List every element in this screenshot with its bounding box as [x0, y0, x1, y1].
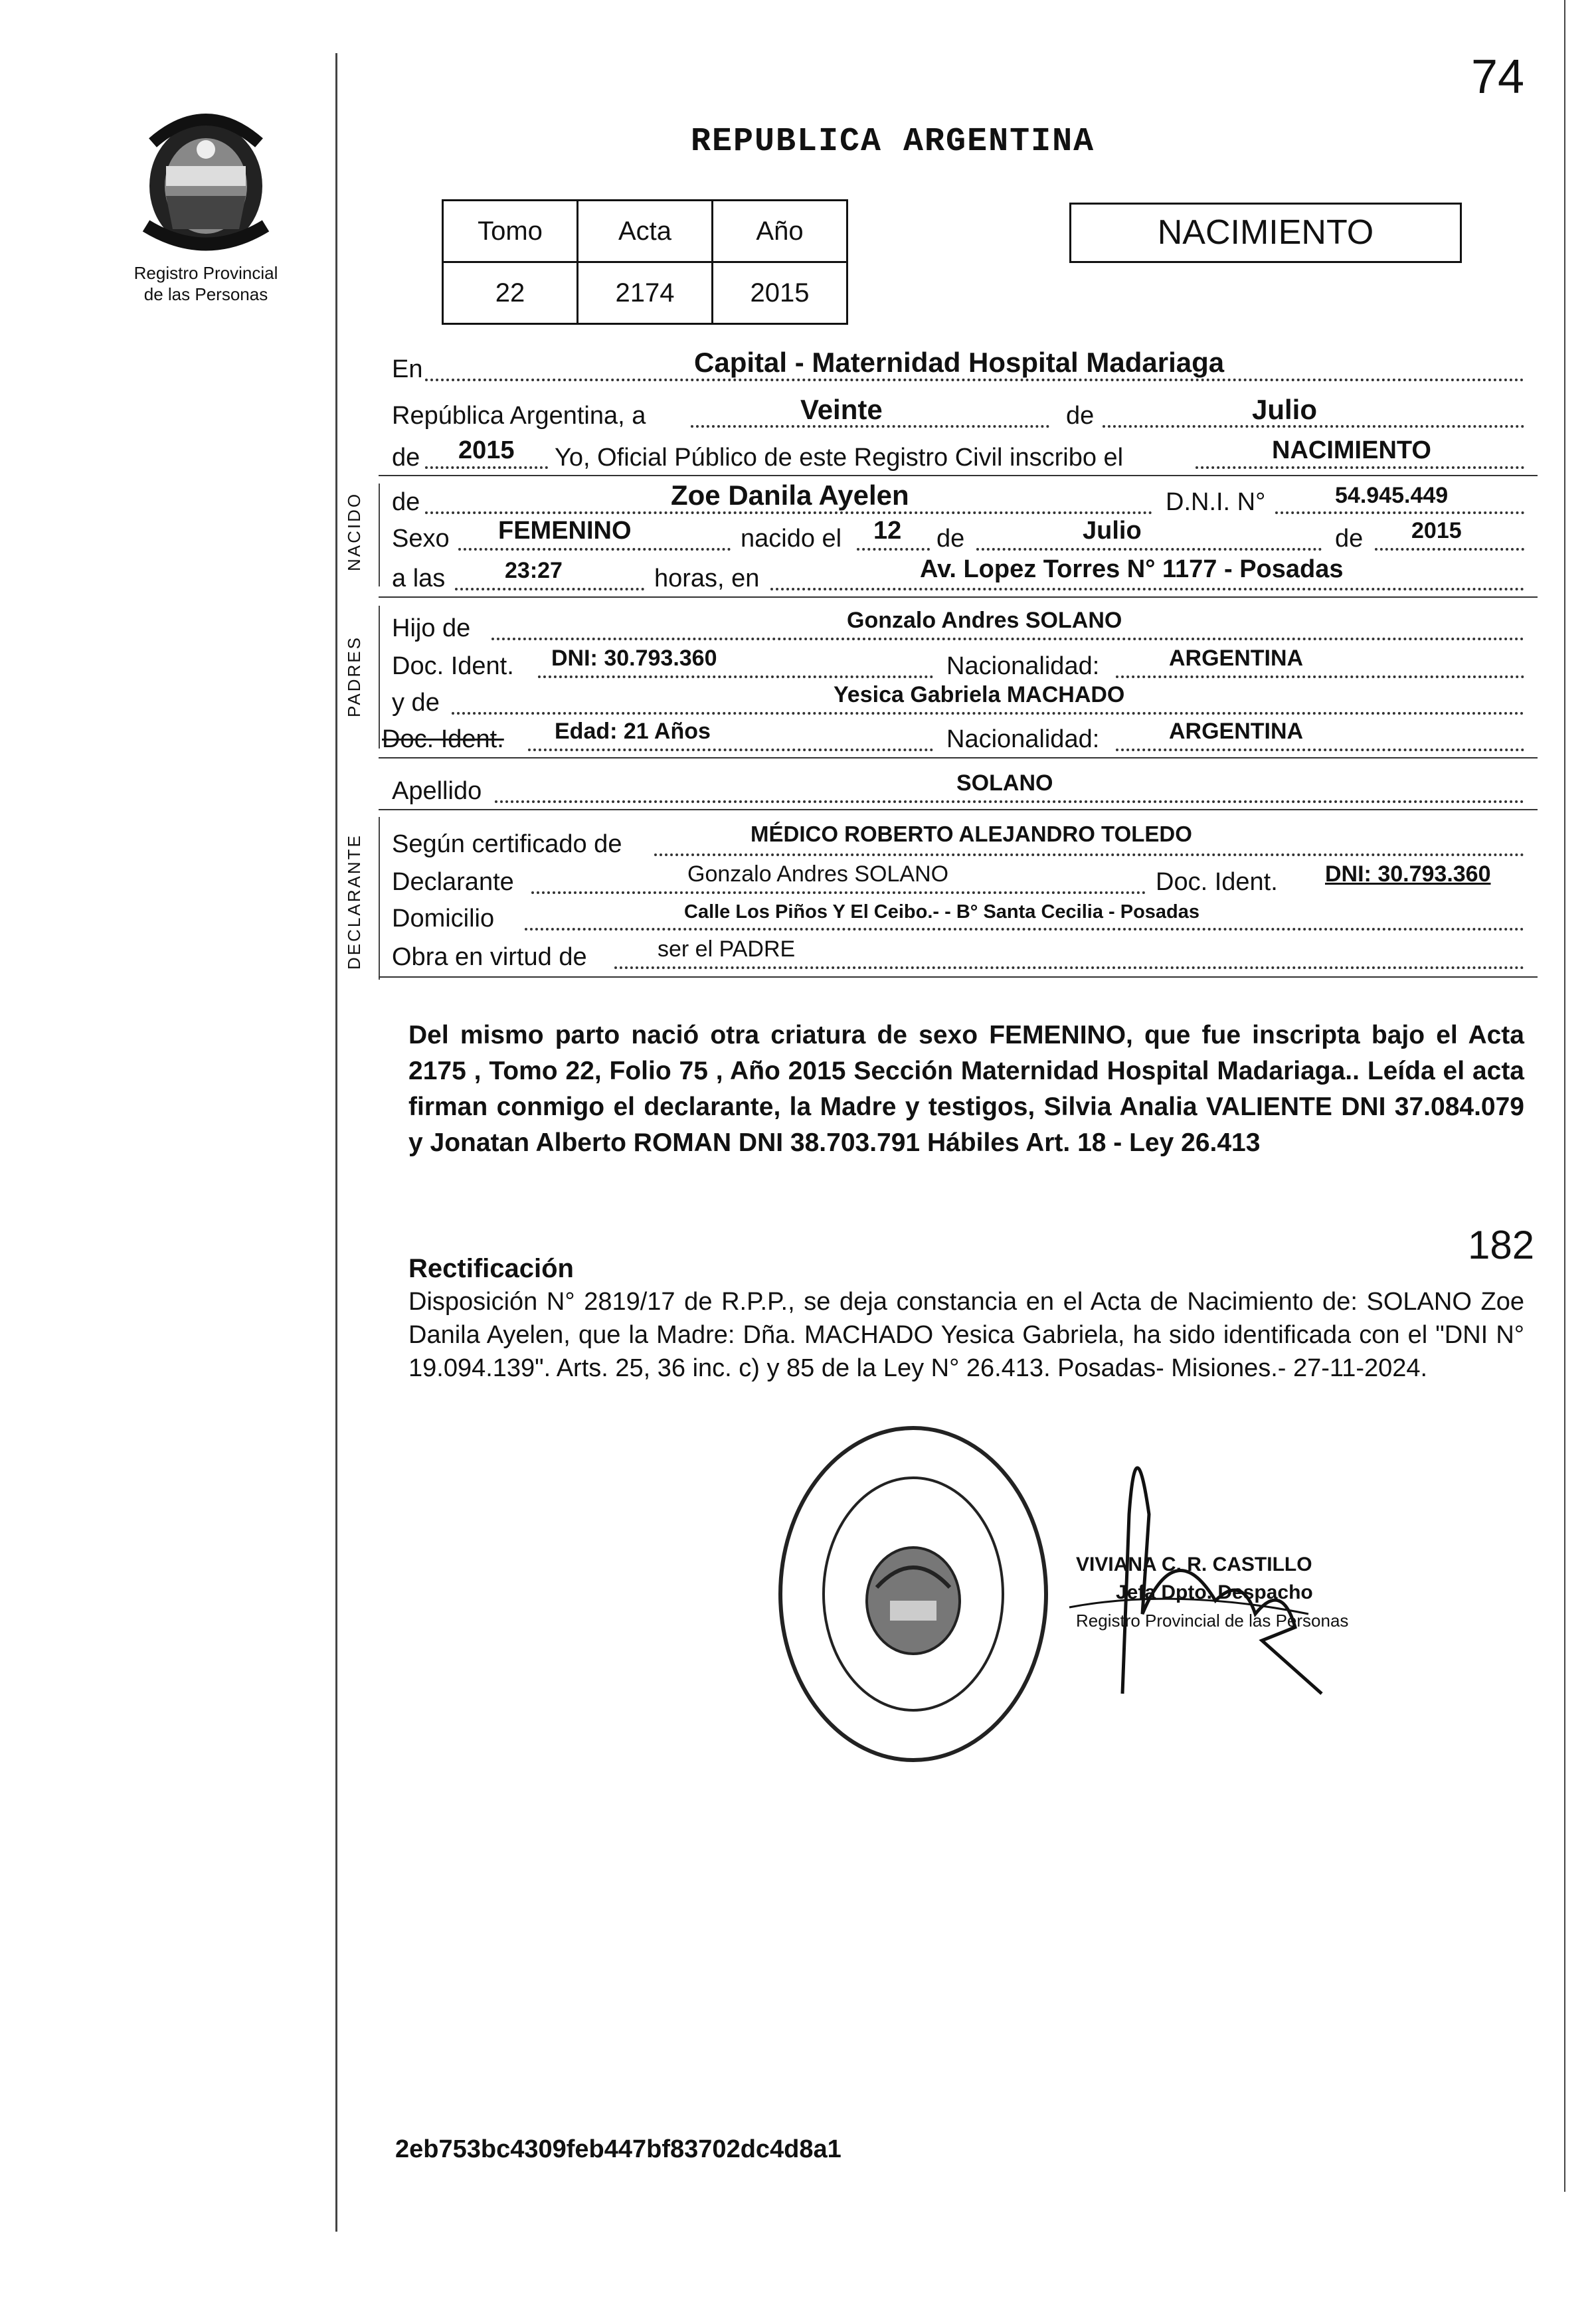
declarante-dotline — [531, 891, 1146, 894]
obra-dotline — [614, 966, 1524, 969]
de-year-label: de — [392, 444, 420, 472]
declarante-doc-label: Doc. Ident. — [1156, 868, 1278, 896]
mother-name: Yesica Gabriela MACHADO — [834, 682, 1125, 707]
record-table — [442, 199, 848, 325]
nacido-side-label: NACIDO — [344, 491, 364, 571]
apellido-value: SOLANO — [956, 770, 1053, 796]
dni-dotline — [1275, 511, 1524, 514]
nacionalidad-label-2: Nacionalidad: — [946, 725, 1100, 753]
record-type-box: NACIMIENTO — [1069, 203, 1462, 263]
de-label: de — [1066, 402, 1095, 430]
document-title: REPUBLICA ARGENTINA — [691, 123, 1095, 161]
horas-en-label: horas, en — [654, 565, 760, 592]
father-nat-dotline — [1116, 675, 1524, 678]
birth-place: Av. Lopez Torres N° 1177 - Posadas — [920, 555, 1344, 583]
nacido-bracket — [379, 484, 380, 586]
note-paragraph: Del mismo parto nació otra criatura de sexo FEMENINO, que fue inscripta bajo el Acta 2175 , Tomo 22, Folio 75 , Año 2015 Sección Maternidad Hospital Madariaga.. Leída el acta firman conmigo el declarante, la Madre y testigos, Silvia Analia VALIENTE DNI 37.084.079 y Jonatan Alberto ROMAN DNI 38.703.791 Hábiles Art. 18 - Ley 26.413 — [408, 1021, 1524, 1157]
official-stamp — [764, 1415, 1063, 1773]
domicilio-dotline — [525, 928, 1524, 931]
domicilio-label: Domicilio — [392, 905, 495, 933]
inscribo-text: Yo, Oficial Público de este Registro Civil inscribo el — [555, 444, 1124, 472]
name-dotline — [425, 511, 1152, 514]
domicilio-value: Calle Los Piños Y El Ceibo.- - B° Santa Cecilia - Posadas — [684, 901, 1200, 923]
padres-side-label: PADRES — [344, 636, 364, 717]
birthmonth-dotline — [976, 548, 1322, 551]
signature-block — [1076, 1551, 1348, 1635]
birthyear-dotline — [1375, 548, 1524, 551]
dni-label: D.N.I. N° — [1166, 488, 1266, 516]
en-dotline — [425, 379, 1524, 381]
divider-3 — [379, 757, 1538, 758]
declarante-label: Declarante — [392, 868, 514, 896]
doc-ident-struck: Doc. Ident. — [382, 725, 504, 753]
year-value: 2015 — [458, 436, 515, 464]
acta-header: Acta — [578, 201, 713, 262]
a-las-label: a las — [392, 565, 446, 592]
divider-2 — [379, 596, 1538, 598]
birthday-dotline — [857, 548, 930, 551]
padres-bracket — [379, 606, 380, 749]
left-margin-line — [335, 53, 337, 2232]
tomo-header: Tomo — [443, 201, 578, 262]
footer-hash: 2eb753bc4309feb447bf83702dc4d8a1 — [395, 2135, 842, 2163]
father-dotline — [491, 638, 1524, 640]
time-dotline — [455, 588, 644, 590]
mother-dotline — [452, 712, 1524, 715]
en-label: En — [392, 355, 423, 383]
signatory-name: VIVIANA C. R. CASTILLO — [1076, 1554, 1312, 1575]
rectificacion-text: Disposición N° 2819/17 de R.P.P., se deja constancia en el Acta de Nacimiento de: SOLANO Zoe Danila Ayelen, que la Madre: Dña. MACHADO Yesica Gabriela, ha sido identificada con el "DNI N° 19.094.139". Arts. 25, 36 inc. c) y 85 de la Ley N° 26.413. Posadas- Misiones.- 27-11-2024. — [408, 1288, 1524, 1382]
ano-header: Año — [713, 201, 847, 262]
declarante-name: Gonzalo Andres SOLANO — [687, 861, 949, 887]
father-dni: DNI: 30.793.360 — [551, 646, 717, 671]
declarante-bracket — [379, 817, 380, 980]
coat-of-arms-logo — [126, 103, 286, 256]
mother-age: Edad: 21 Años — [555, 719, 711, 744]
declarante-side-label: DECLARANTE — [344, 834, 364, 970]
obra-value: ser el PADRE — [658, 936, 796, 962]
day-value: Veinte — [800, 394, 883, 425]
year-dotline — [425, 466, 548, 469]
child-dni: 54.945.449 — [1335, 483, 1449, 508]
mother-nat-dotline — [1116, 749, 1524, 751]
nacido-el-label: nacido el — [741, 525, 842, 553]
birth-time: 23:27 — [505, 558, 563, 583]
doc-ident-label: Doc. Ident. — [392, 652, 514, 680]
father-nationality: ARGENTINA — [1169, 646, 1304, 671]
republica-label: República Argentina, a — [392, 402, 646, 430]
acta-value: 2174 — [578, 262, 713, 324]
mother-nationality: ARGENTINA — [1169, 719, 1304, 744]
ano-value: 2015 — [713, 262, 847, 324]
registry-name: Registro Provincial de las Personas — [133, 263, 278, 304]
birth-day: 12 — [873, 517, 902, 545]
apellido-dotline — [495, 800, 1524, 803]
birth-year: 2015 — [1411, 518, 1462, 543]
de-label-2: de — [936, 525, 965, 553]
sexo-dotline — [458, 548, 731, 551]
signatory-role: Jefa Dpto. Despacho — [1116, 1581, 1313, 1603]
divider-1 — [379, 475, 1538, 476]
apellido-label: Apellido — [392, 777, 482, 805]
de-label-3: de — [1335, 525, 1364, 553]
signatory-office: Registro Provincial de las Personas — [1076, 1611, 1349, 1631]
child-name: Zoe Danila Ayelen — [671, 480, 909, 511]
month-value: Julio — [1252, 394, 1318, 425]
birth-month: Julio — [1083, 517, 1142, 545]
y-de-label: y de — [392, 689, 440, 717]
sexo-label: Sexo — [392, 525, 450, 553]
obra-label: Obra en virtud de — [392, 943, 587, 971]
certificado-dotline — [654, 853, 1524, 856]
divider-5 — [379, 976, 1538, 978]
right-margin-line — [1564, 0, 1565, 2192]
mother-age-dotline — [528, 749, 933, 751]
declarante-dni: DNI: 30.793.360 — [1325, 861, 1491, 887]
en-value: Capital - Maternidad Hospital Madariaga — [694, 347, 1225, 378]
inscribo-value: NACIMIENTO — [1272, 436, 1431, 464]
rectificacion-page-number: 182 — [1468, 1223, 1535, 1267]
page-number: 74 — [1471, 50, 1525, 104]
tomo-value: 22 — [443, 262, 578, 324]
inscribo-dotline — [1196, 466, 1524, 469]
certificado-label: Según certificado de — [392, 830, 622, 858]
sexo-value: FEMENINO — [498, 517, 632, 545]
hijo-de-label: Hijo de — [392, 614, 471, 642]
rectificacion-heading: Rectificación — [408, 1254, 574, 1283]
place-dotline — [770, 588, 1524, 590]
father-dni-dotline — [538, 675, 933, 678]
divider-4 — [379, 809, 1538, 810]
nacionalidad-label: Nacionalidad: — [946, 652, 1100, 680]
de-name-label: de — [392, 488, 420, 516]
father-name: Gonzalo Andres SOLANO — [847, 608, 1122, 633]
certificado-value: MÉDICO ROBERTO ALEJANDRO TOLEDO — [751, 822, 1192, 846]
